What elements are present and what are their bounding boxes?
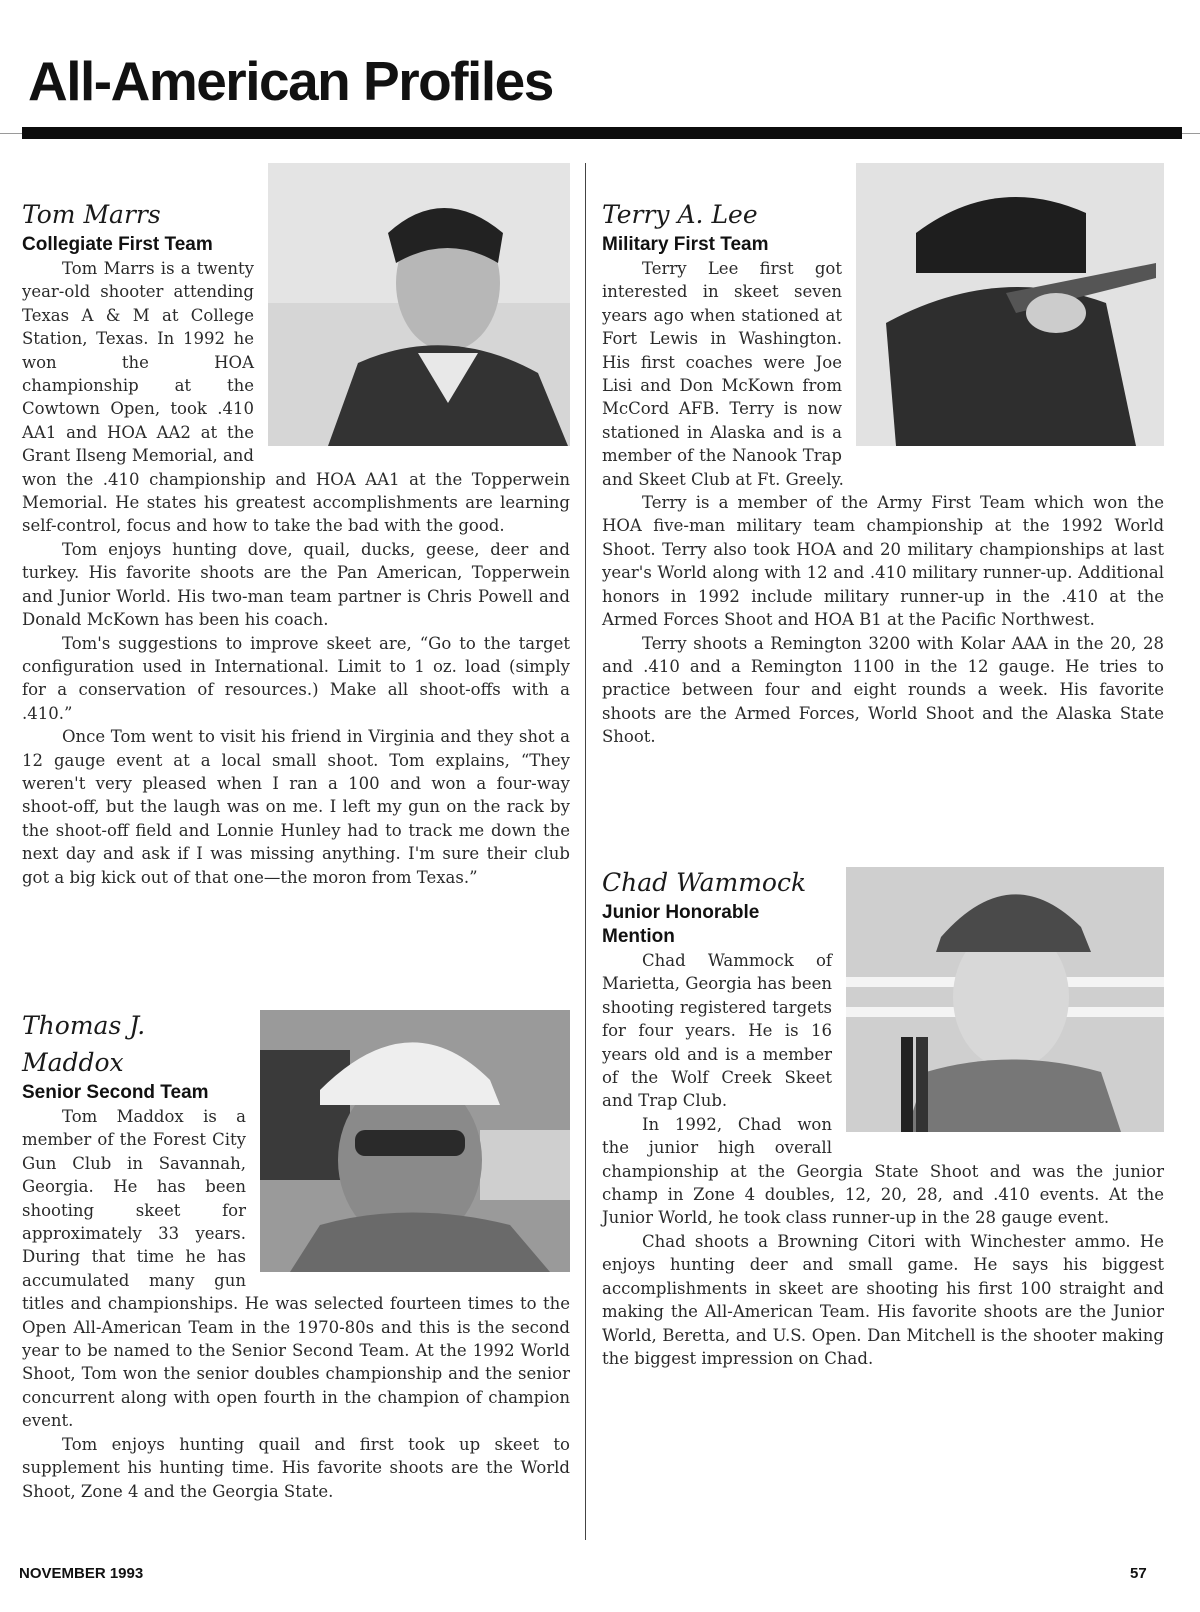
paragraph: Terry is a member of the Army First Team which won the HOA five-man military team championship at the 1992 World Shoot. Terry also took HOA and 20 military championships at last year's World along with 12 and .410 military runner-up. Additional honors in 1992 include military runner-up in the .410 at the Armed Forces Shoot and HOA B1 at the Pacific Northwest. bbox=[602, 493, 1164, 630]
photo-thomas-maddox bbox=[260, 1010, 570, 1272]
paragraph: Terry Lee first got interested in skeet seven years ago when stationed at Fort Lewis in Washington. His first coaches were Joe Lisi and Don McKown from McCord AFB. Terry is now stationed in Alaska and is a member of the Nanook Trap and Skeet Club at Ft. Greely. bbox=[602, 259, 844, 489]
profile-name: Thomas J. Maddox bbox=[22, 1011, 146, 1077]
profile-name: Chad Wammock bbox=[602, 868, 807, 897]
profile-tom-marrs bbox=[22, 163, 570, 889]
photo-tom-marrs bbox=[268, 163, 570, 446]
profile-team: Military First Team bbox=[602, 234, 769, 255]
paragraph: Tom enjoys hunting quail and first took up skeet to supplement his hunting time. His favorite shoots are the World Shoot, Zone 4 and the Georgia State. bbox=[22, 1434, 570, 1501]
profile-team: Junior Honorable Mention bbox=[602, 902, 760, 947]
paragraph: Terry shoots a Remington 3200 with Kolar AAA in the 20, 28 and .410 and a Remington 1100 in the 12 gauge. He tries to practice between four and eight rounds a week. His favorite shoots are the Armed Forces, World Shoot and the Alaska State Shoot. bbox=[602, 633, 1164, 747]
paragraph: Tom enjoys hunting dove, quail, ducks, geese, deer and turkey. His favorite shoots are the Pan American, Topperwein and Junior World. His two-man team partner is Chris Powell and Donald McKown has been his coach. bbox=[22, 539, 570, 630]
column-divider bbox=[585, 163, 586, 1540]
paragraph: Chad shoots a Browning Citori with Winchester ammo. He enjoys hunting deer and small game. He says his biggest accomplishments in skeet are shooting his first 100 straight and making the All-American Team. His favorite shoots are the Junior World, Beretta, and U.S. Open. Dan Mitchell is the shooter making the biggest impression on Chad. bbox=[602, 1231, 1164, 1368]
profile-chad-wammock bbox=[602, 867, 1164, 1370]
portrait-image bbox=[856, 163, 1164, 446]
profile-team: Senior Second Team bbox=[22, 1082, 209, 1103]
paragraph: Once Tom went to visit his friend in Virginia and they shot a 12 gauge event at a local small shoot. Tom explains, “They weren't very pleased when I ran a 100 and won a four-way shoot-off, but the laugh was on me. I left my gun on the rack by the shoot-off field and Lonnie Hunley had to track me down the next day and ask if I was missing anything. I'm sure their club got a big kick out of that one—the moron from Texas.” bbox=[22, 727, 570, 887]
paragraph: Tom Marrs is a twenty year-old shooter attending Texas A & M at College Station, Texas. In 1992 he won the HOA championship at the Cowtown Open, took .410 AA1 and HOA AA2 at the Grant Ilseng Memorial, and won the .410 championship and HOA AA1 at the Topperwein Memorial. He states his greatest accomplishments are learning self-control, focus and how to take the bad with the good. bbox=[22, 259, 570, 536]
paragraph: In 1992, Chad won the junior high overall championship at the Georgia State Shoot and was the junior champ in Zone 4 doubles, 12, 20, 28, and .410 events. At the Junior World, he took class runner-up in the 28 gauge event. bbox=[602, 1114, 1164, 1228]
photo-chad-wammock bbox=[846, 867, 1164, 1132]
photo-terry-lee bbox=[856, 163, 1164, 446]
header-rule-bar bbox=[22, 127, 1182, 139]
paragraph: Tom's suggestions to improve skeet are, “Go to the target configuration used in International. Limit to 1 oz. load (simply for a conservation of resources.) Make all shoot-offs with a .410.” bbox=[22, 633, 570, 723]
portrait-image bbox=[846, 867, 1164, 1132]
paragraph: Chad Wammock of Marietta, Georgia has been shooting registered targets for four years. He is 16 years old and is a member of the Wolf Creek Skeet and Trap Club. bbox=[602, 951, 832, 1111]
profile-name: Terry A. Lee bbox=[602, 200, 758, 229]
profile-team: Collegiate First Team bbox=[22, 234, 213, 255]
footer-date: NOVEMBER 1993 bbox=[19, 1565, 144, 1582]
page-title: All-American Profiles bbox=[28, 50, 553, 112]
profile-thomas-maddox bbox=[22, 1010, 570, 1503]
page-number: 57 bbox=[1130, 1565, 1147, 1582]
profile-name: Tom Marrs bbox=[22, 200, 161, 229]
paragraph: Tom Maddox is a member of the Forest City Gun Club in Savannah, Georgia. He has been shooting skeet for approximately 33 years. During that time he has accumulated many gun titles and championships. He was selected fourteen times to the Open All-American Team in the 1970-80s and this is the second year to be named to the Senior Second Team. At the 1992 World Shoot, Tom won the senior doubles championship and the senior concurrent along with open fourth in the champion of champion event. bbox=[22, 1107, 570, 1431]
portrait-image bbox=[268, 163, 570, 446]
portrait-image bbox=[260, 1010, 570, 1272]
profile-terry-lee bbox=[602, 163, 1164, 749]
